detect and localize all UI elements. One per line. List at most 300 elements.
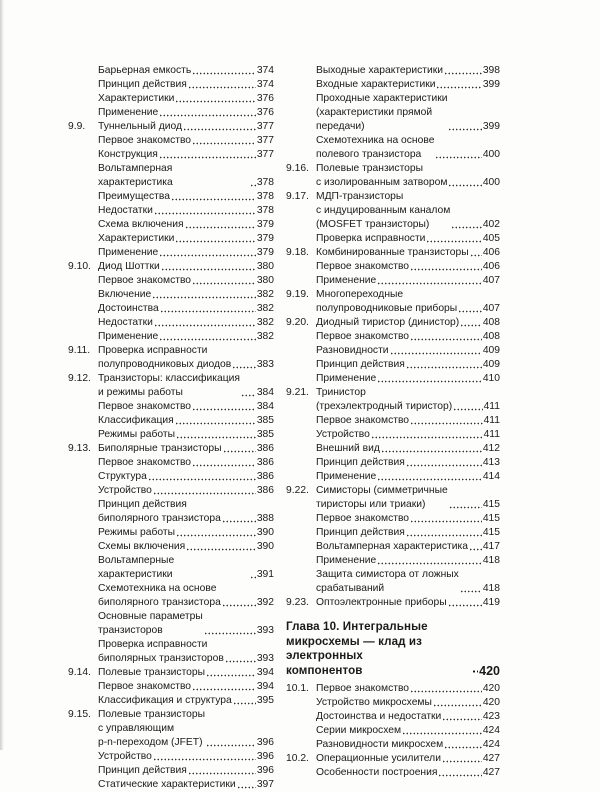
page-number: 383 (256, 359, 274, 370)
section-number: 10.1. (286, 683, 309, 694)
toc-subsection-entry (68, 484, 274, 498)
dot-leader (192, 72, 256, 75)
dot-leader (469, 548, 482, 551)
toc-subsection-entry (68, 148, 274, 162)
entry-title: Первое знакомство (98, 275, 192, 286)
page-number: 394 (256, 681, 274, 692)
page-number: 390 (256, 541, 274, 552)
page-number: 424 (482, 739, 500, 750)
entry-title: Операционные усилители (316, 753, 441, 764)
toc-subsection-entry (286, 414, 500, 428)
page-number: 420 (482, 697, 500, 708)
entry-title: Схемы включения (98, 541, 186, 552)
entry-title: Включение (98, 289, 152, 300)
toc-subsection-entry (68, 456, 274, 470)
entry-title: Статические характеристики (98, 779, 236, 790)
toc-subsection-entry (286, 330, 500, 344)
entry-title: Разновидности (316, 345, 389, 356)
dot-leader (186, 548, 256, 551)
entry-title: Туннельный диод (98, 121, 182, 132)
page-number: 384 (256, 387, 274, 398)
toc-subsection-entry (68, 274, 274, 288)
dot-leader (460, 590, 482, 593)
toc-section-entry (286, 752, 500, 766)
page-number: 400 (482, 149, 500, 160)
entry-title: Устройство (316, 429, 370, 440)
page-number: 377 (256, 135, 274, 146)
entry-title: Характеристики (98, 233, 175, 244)
section-number: 9.9. (68, 121, 86, 132)
dot-leader (185, 226, 256, 229)
entry-title: Особенности построения (316, 767, 438, 778)
entry-title: Многопереходные полупроводниковые приборы (316, 289, 458, 314)
toc-subsection-entry (286, 470, 500, 484)
page-number: 393 (256, 653, 274, 664)
dot-leader (206, 744, 256, 747)
entry-title: Недостатки (98, 205, 153, 216)
dot-leader (406, 464, 482, 467)
page-number: 399 (482, 79, 500, 90)
toc-subsection-entry (286, 540, 500, 554)
toc-subsection-entry (286, 232, 500, 246)
toc-section-entry (286, 484, 500, 512)
entry-title: Проверка исправности (316, 233, 426, 244)
entry-title: Вольтамперная характеристика (98, 163, 173, 188)
page-number: 374 (256, 79, 274, 90)
page-number: 427 (482, 767, 500, 778)
dot-leader (410, 690, 482, 693)
entry-title: Тринистор (трехэлектродный тиристор) (316, 387, 453, 412)
toc-subsection-entry (286, 428, 500, 442)
toc-subsection-entry (286, 344, 500, 358)
toc-section-entry (68, 260, 274, 274)
page-number: 395 (256, 695, 274, 706)
entry-title: Первое знакомство (316, 331, 410, 342)
toc-subsection-entry (286, 696, 500, 710)
dot-leader (449, 506, 482, 509)
toc-subsection-entry (68, 414, 274, 428)
dot-leader (377, 380, 482, 383)
page-number: 390 (256, 527, 274, 538)
page-number: 413 (482, 457, 500, 468)
entry-title: Первое знакомство (316, 683, 410, 694)
toc-subsection-entry (68, 540, 274, 554)
dot-leader (406, 366, 482, 369)
toc-section-entry (68, 344, 274, 372)
dot-leader (171, 198, 256, 201)
section-number: 9.19. (286, 289, 309, 300)
entry-title: Первое знакомство (98, 457, 192, 468)
dot-leader (192, 142, 256, 145)
dot-leader (159, 156, 256, 159)
page-number: 406 (482, 247, 500, 258)
toc-subsection-entry (286, 710, 500, 724)
dot-leader (176, 534, 256, 537)
toc-subsection-entry (68, 316, 274, 330)
entry-title: Диод Шоттки (98, 261, 160, 272)
entry-title: Схема включения (98, 219, 184, 230)
page-number: 415 (482, 499, 500, 510)
page-number: 396 (256, 765, 274, 776)
page-number: 380 (256, 261, 274, 272)
entry-title: Проходные характеристики (характеристики прямой передачи) (316, 93, 448, 132)
page-number: 398 (482, 65, 500, 76)
toc-section-entry (68, 708, 274, 750)
dot-leader (175, 100, 255, 103)
entry-title: Применение (316, 373, 377, 384)
page-number: 424 (482, 725, 500, 736)
toc-column-right (286, 64, 500, 780)
entry-title: Разновидности микросхем (316, 739, 444, 750)
toc-subsection-entry (286, 766, 500, 780)
toc-subsection-entry (68, 526, 274, 540)
page-number: 411 (483, 429, 500, 440)
dot-leader (410, 338, 482, 341)
section-number: 9.15. (68, 709, 91, 720)
section-number: 9.13. (68, 443, 91, 454)
chapter-heading (286, 620, 500, 678)
page-number: 415 (482, 513, 500, 524)
dot-leader (222, 604, 256, 607)
toc-section-entry (68, 442, 274, 456)
toc-section-entry (68, 120, 274, 134)
page-number: 409 (482, 345, 500, 356)
entry-title: Применение (316, 471, 377, 482)
dot-leader (160, 310, 256, 313)
dot-leader (237, 786, 256, 789)
toc-subsection-entry (286, 456, 500, 470)
page-number: 419 (482, 597, 500, 608)
entry-title: Полевые транзисторы с управляющим p-n-переходом (JFET) (98, 709, 206, 748)
toc-column-left (68, 64, 274, 792)
toc-subsection-entry (68, 638, 274, 666)
dot-leader (159, 254, 256, 257)
toc-subsection-entry (68, 750, 274, 764)
toc-subsection-entry (68, 218, 274, 232)
dot-leader (433, 704, 482, 707)
entry-title: Проверка исправности биполярных транзисторов (98, 639, 224, 664)
dot-leader (250, 576, 256, 579)
dot-leader (402, 732, 482, 735)
page-number: 420 (479, 663, 500, 678)
page-number: 402 (482, 219, 500, 230)
entry-title: Принцип действия (98, 79, 187, 90)
toc-section-entry (286, 162, 500, 190)
dot-leader (175, 422, 256, 425)
dot-leader (250, 184, 256, 187)
page-number: 408 (482, 317, 500, 328)
toc-subsection-entry (286, 512, 500, 526)
toc-section-entry (68, 666, 274, 680)
page-number: 410 (482, 373, 500, 384)
section-number: 9.12. (68, 373, 91, 384)
page-number: 378 (256, 191, 274, 202)
page-number: 377 (256, 149, 274, 160)
entry-title: Схемотехника на основе биполярного транзистора (98, 583, 221, 608)
page-number: 408 (482, 331, 500, 342)
entry-title: Внешний вид (316, 443, 380, 454)
toc-subsection-entry (68, 64, 274, 78)
toc-subsection-entry (68, 330, 274, 344)
dot-leader (159, 338, 256, 341)
entry-title: Классификация (98, 415, 174, 426)
dot-leader (225, 660, 256, 663)
entry-title: Полевые транзисторы с изолированным затвором (316, 163, 448, 188)
entry-title: Диодный тиристор (динистор) (316, 317, 460, 328)
entry-title: Принцип действия (316, 457, 405, 468)
entry-title: Достоинства (98, 303, 159, 314)
entry-title: Принцип действия биполярного транзистора (98, 499, 221, 524)
page-number: 418 (482, 555, 500, 566)
page-number: 376 (256, 93, 274, 104)
toc-section-entry (68, 372, 274, 400)
entry-title: Применение (98, 107, 159, 118)
dot-leader (192, 408, 256, 411)
page-number: 380 (256, 275, 274, 286)
toc-subsection-entry (68, 204, 274, 218)
dot-leader (377, 478, 482, 481)
page-number: 418 (482, 583, 500, 594)
dot-leader (448, 604, 482, 607)
page-number: 386 (256, 443, 274, 454)
dot-leader (161, 268, 256, 271)
dot-leader (222, 520, 256, 523)
page-number: 388 (256, 513, 274, 524)
dot-leader (192, 282, 256, 285)
entry-title: Серии микросхем (316, 725, 402, 736)
entry-title: Первое знакомство (316, 261, 410, 272)
entry-title: Проверка исправности полупроводниковых диодов (98, 345, 232, 370)
dot-leader (410, 268, 482, 271)
entry-title: Первое знакомство (98, 681, 192, 692)
page-edge-shadow (0, 0, 4, 750)
entry-title: Устройство микросхемы (316, 697, 432, 708)
entry-title: Режимы работы (98, 527, 175, 538)
page-number: 411 (483, 415, 500, 426)
page-number: 417 (482, 541, 500, 552)
page-number: 393 (256, 625, 274, 636)
page-number: 412 (482, 443, 500, 454)
toc-subsection-entry (286, 260, 500, 274)
dot-leader (470, 254, 482, 257)
dot-leader (192, 688, 256, 691)
dot-leader (451, 226, 482, 229)
toc-subsection-entry (68, 498, 274, 526)
toc-subsection-entry (68, 778, 274, 792)
page-number: 385 (256, 415, 274, 426)
entry-title: Принцип действия (316, 359, 405, 370)
toc-subsection-entry (286, 134, 500, 162)
entry-title: Применение (316, 275, 377, 286)
toc-subsection-entry (68, 400, 274, 414)
toc-subsection-entry (286, 526, 500, 540)
entry-title: Защита симистора от ложных срабатываний (316, 569, 459, 594)
page-number: 415 (482, 527, 500, 538)
page-number: 374 (256, 65, 274, 76)
dot-leader (444, 72, 482, 75)
toc-subsection-entry (68, 610, 274, 638)
entry-title: Применение (98, 331, 159, 342)
entry-title: Входные характеристики (316, 79, 436, 90)
dot-leader (176, 436, 256, 439)
entry-title: Первое знакомство (98, 401, 192, 412)
toc-section-entry (286, 288, 500, 316)
toc-subsection-entry (286, 724, 500, 738)
dot-leader (377, 282, 482, 285)
dot-leader (223, 450, 256, 453)
dot-leader (159, 114, 256, 117)
toc-subsection-entry (68, 302, 274, 316)
dot-leader (233, 702, 256, 705)
toc-subsection-entry (68, 78, 274, 92)
page-number: 399 (482, 121, 500, 132)
entry-title: Вольтамперная характеристика (316, 541, 468, 552)
dot-leader (426, 240, 481, 243)
dot-leader (188, 772, 256, 775)
dot-leader (410, 520, 482, 523)
section-number: 9.14. (68, 667, 91, 678)
page-number: 382 (256, 289, 274, 300)
entry-title: Выходные характеристики (316, 65, 443, 76)
toc-subsection-entry (68, 694, 274, 708)
dot-leader (381, 450, 482, 453)
toc-subsection-entry (68, 764, 274, 778)
entry-title: Оптоэлектронные приборы (316, 597, 447, 608)
dot-leader (183, 128, 256, 131)
toc-subsection-entry (68, 288, 274, 302)
toc-subsection-entry (68, 106, 274, 120)
toc-subsection-entry (68, 428, 274, 442)
entry-title: Достоинства и недостатки (316, 711, 442, 722)
entry-title: Классификация и структура (98, 695, 232, 706)
dot-leader (444, 746, 482, 749)
page-number: 377 (256, 121, 274, 132)
toc-subsection-entry (286, 442, 500, 456)
toc-section-entry (286, 246, 500, 260)
page-number: 392 (256, 597, 274, 608)
toc-subsection-entry (286, 64, 500, 78)
entry-title: Барьерная емкость (98, 65, 192, 76)
entry-title: Транзисторы: классификация и режимы работы (98, 373, 240, 398)
section-number: 9.16. (286, 163, 309, 174)
entry-title: Преимущества (98, 191, 170, 202)
dot-leader (232, 366, 256, 369)
page-number: 397 (256, 779, 274, 790)
page-number: 378 (256, 177, 274, 188)
page-number: 423 (482, 711, 500, 722)
dot-leader (448, 128, 481, 131)
dot-leader (204, 632, 256, 635)
dot-leader (406, 534, 482, 537)
entry-title: Устройство (98, 751, 152, 762)
toc-subsection-entry (286, 92, 500, 134)
dot-leader (435, 156, 481, 159)
toc-section-entry (286, 386, 500, 414)
page-number: 427 (482, 753, 500, 764)
page-number: 409 (482, 359, 500, 370)
dot-leader (453, 408, 482, 411)
dot-leader (192, 464, 256, 467)
section-number: 9.11. (68, 345, 91, 356)
page-number: 382 (256, 317, 274, 328)
dot-leader (148, 478, 256, 481)
dot-leader (241, 394, 256, 397)
page-number: 378 (256, 205, 274, 216)
dot-leader (188, 86, 256, 89)
section-number: 9.21. (286, 387, 309, 398)
page-number: 391 (256, 569, 274, 580)
dot-leader (442, 718, 482, 721)
toc-section-entry (286, 596, 500, 610)
entry-title: Схемотехника на основе полевого транзистора (316, 135, 435, 160)
page-number: 382 (256, 331, 274, 342)
toc-subsection-entry (68, 246, 274, 260)
toc-subsection-entry (68, 162, 274, 190)
entry-title: Глава 10. Интегральные микросхемы — клад из электронных компонентов (286, 620, 428, 677)
section-number: 9.10. (68, 261, 91, 272)
entry-title: Применение (98, 247, 159, 258)
page-number: 379 (256, 219, 274, 230)
entry-title: Устройство (98, 485, 152, 496)
dot-leader (410, 422, 483, 425)
toc-subsection-entry (286, 554, 500, 568)
toc-section-entry (286, 682, 500, 696)
toc-subsection-entry (286, 372, 500, 386)
toc-subsection-entry (286, 358, 500, 372)
dot-leader (206, 674, 256, 677)
section-number: 9.22. (286, 485, 309, 496)
toc-subsection-entry (68, 134, 274, 148)
section-number: 10.2. (286, 753, 309, 764)
entry-title: Комбинированные транзисторы (316, 247, 469, 258)
page-number: 407 (482, 275, 500, 286)
page-number: 396 (256, 751, 274, 762)
page-number: 382 (256, 303, 274, 314)
dot-leader (472, 670, 478, 674)
dot-leader (458, 310, 482, 313)
dot-leader (390, 352, 482, 355)
page-number: 405 (482, 233, 500, 244)
dot-leader (460, 324, 482, 327)
dot-leader (154, 324, 256, 327)
dot-leader (438, 774, 481, 777)
section-number: 9.23. (286, 597, 309, 608)
dot-leader (152, 296, 256, 299)
page-number: 386 (256, 485, 274, 496)
entry-title: Первое знакомство (316, 415, 410, 426)
page-number: 385 (256, 429, 274, 440)
toc-subsection-entry (286, 568, 500, 596)
entry-title: Характеристики (98, 93, 175, 104)
page-number: 386 (256, 471, 274, 482)
toc-section-entry (286, 316, 500, 330)
page-number: 384 (256, 401, 274, 412)
dot-leader (154, 212, 256, 215)
entry-title: Конструкция (98, 149, 158, 160)
entry-title: Принцип действия (98, 765, 187, 776)
dot-leader (448, 184, 481, 187)
page-number: 394 (256, 667, 274, 678)
toc-subsection-entry (286, 274, 500, 288)
toc-subsection-entry (68, 554, 274, 582)
toc-subsection-entry (68, 232, 274, 246)
entry-title: Структура (98, 471, 147, 482)
entry-title: Основные параметры транзисторов (98, 611, 203, 636)
entry-title: Принцип действия (316, 527, 405, 538)
page-number: 414 (482, 471, 500, 482)
page-number: 400 (482, 177, 500, 188)
toc-subsection-entry (286, 78, 500, 92)
